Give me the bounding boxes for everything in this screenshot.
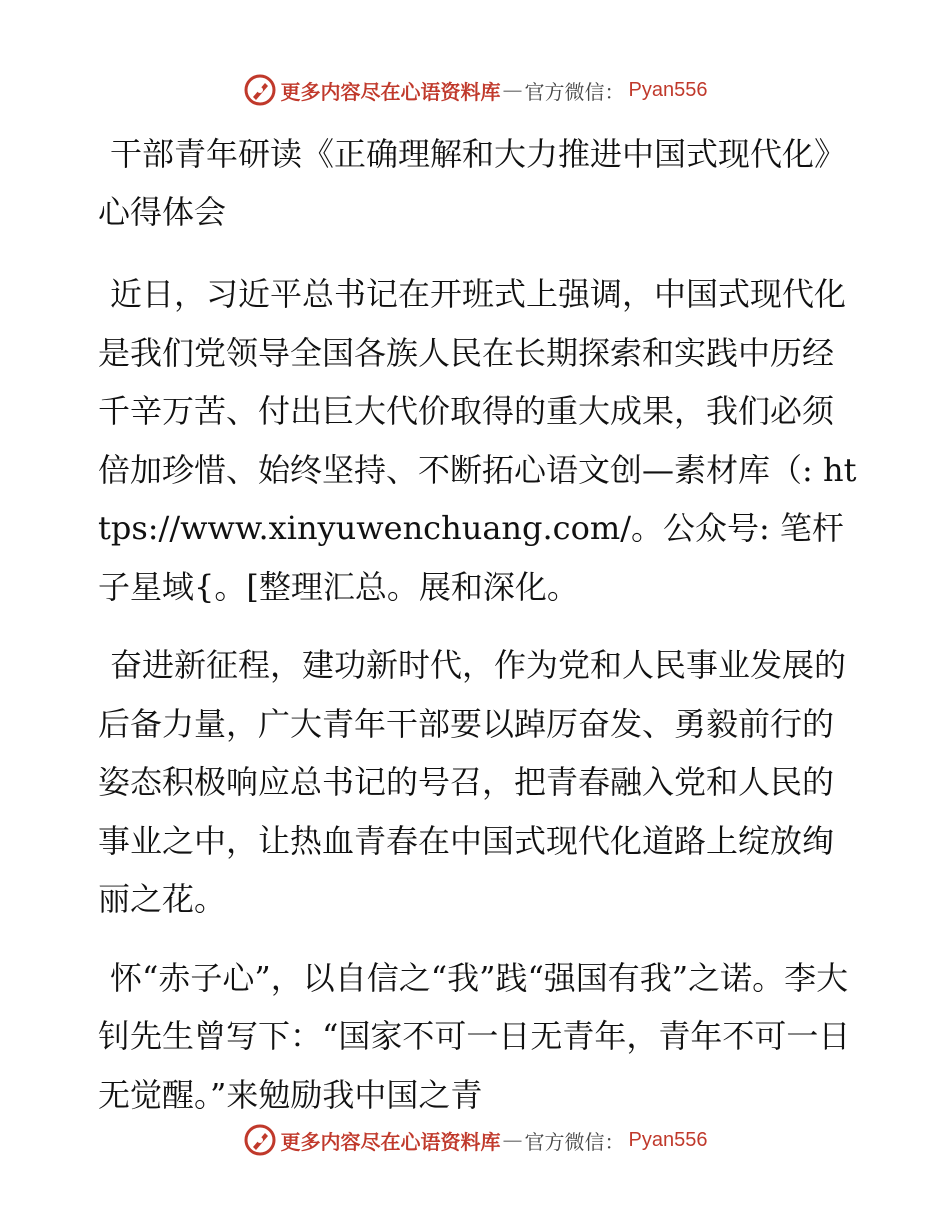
banner-official-label: 官方微信： (524, 79, 625, 104)
header-banner (0, 70, 950, 110)
pen-logo-icon (243, 1123, 277, 1157)
document-body (98, 125, 858, 1144)
paragraph-1: 近日，习近平总书记在开班式上强调，中国式现代化是我们党领导全国各族人民在长期探索和实践中历经千辛万苦、付出巨大代价取得的重大成果，我们必须倍加珍惜、始终坚持、不断拓心语文创—素材库（: https://www.xinyuwenchuang.com/。公众号: 笔杆子星域{。[整理汇总。展和深化。 (98, 275, 857, 606)
paragraph-2: 奋进新征程，建功新时代，作为党和人民事业发展的后备力量，广大青年干部要以踔厉奋发、勇毅前行的姿态积极响应总书记的号召，把青春融入党和人民的事业之中，让热血青春在中国式现代化道路上绽放绚丽之花。 (98, 646, 847, 918)
banner-separator: — (502, 78, 523, 102)
banner-text: 更多内容尽在心语资料库 (280, 79, 501, 104)
banner-text: 更多内容尽在心语资料库 (280, 1129, 501, 1154)
banner-official-label: 官方微信： (524, 1129, 625, 1154)
footer-banner (0, 1120, 950, 1160)
paragraph-3: 怀“赤子心”，以自信之“我”践“强国有我”之诺。李大钊先生曾写下：“国家不可一日无青年，青年不可一日无觉醒。”来勉励我中国之青 (98, 958, 851, 1114)
document-title: 干部青年研读《正确理解和大力推进中国式现代化》心得体会 (98, 135, 847, 231)
banner-separator: — (502, 1128, 523, 1152)
pen-logo-icon (243, 73, 277, 107)
banner-wechat-id: Pyan556 (628, 78, 708, 101)
banner-wechat-id: Pyan556 (628, 1128, 708, 1151)
